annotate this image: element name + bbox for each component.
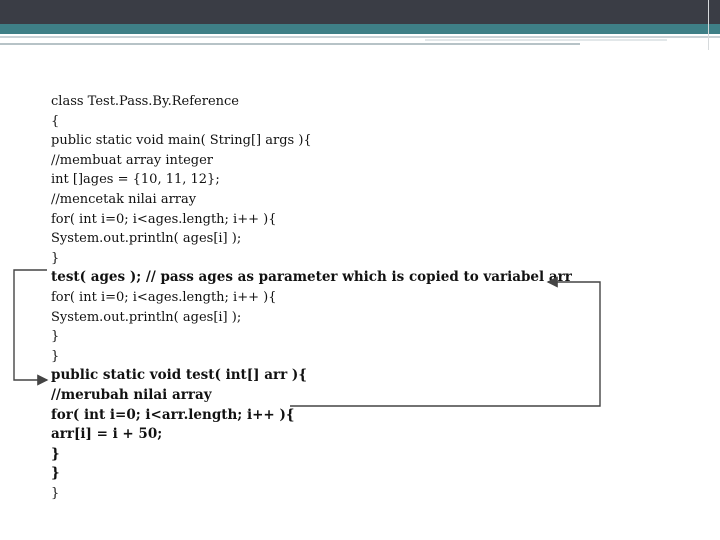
code-line: public static void main( String[] args ){: [51, 133, 312, 149]
code-line: //merubah nilai array: [51, 386, 212, 403]
header-dark-bar: [0, 0, 720, 24]
code-line: }: [51, 445, 60, 462]
code-line: System.out.println( ages[i] );: [51, 231, 242, 247]
code-line: for( int i=0; i<ages.length; i++ ){: [51, 289, 277, 305]
code-line: public static void test( int[] arr ){: [51, 367, 307, 384]
code-line: test( ages ); // pass ages as parameter which is copied to variabel arr: [51, 269, 572, 286]
code-line: for( int i=0; i<arr.length; i++ ){: [51, 406, 295, 423]
code-line: System.out.println( ages[i] );: [51, 309, 242, 325]
code-line: }: [51, 465, 60, 482]
header-rule-line: [0, 36, 720, 38]
code-line: {: [51, 113, 60, 129]
code-line: //mencetak nilai array: [51, 191, 197, 207]
code-line: }: [51, 348, 60, 364]
code-line: //membuat array integer: [51, 152, 213, 168]
code-line: }: [51, 250, 60, 266]
code-line: int []ages = {10, 11, 12};: [51, 172, 220, 188]
header-rule-line: [425, 39, 667, 41]
code-listing: [51, 92, 671, 503]
code-line: arr[i] = i + 50;: [51, 426, 163, 443]
header-rule-lines: [0, 34, 720, 52]
header-rule-line: [0, 43, 580, 45]
code-line: }: [51, 329, 60, 345]
code-line: for( int i=0; i<ages.length; i++ ){: [51, 211, 277, 227]
call-to-method-arrow: [14, 270, 47, 380]
header-accent-bar: [0, 24, 720, 34]
header-divider: [708, 0, 709, 50]
code-line: class Test.Pass.By.Reference: [51, 94, 239, 109]
code-line: }: [51, 485, 60, 501]
